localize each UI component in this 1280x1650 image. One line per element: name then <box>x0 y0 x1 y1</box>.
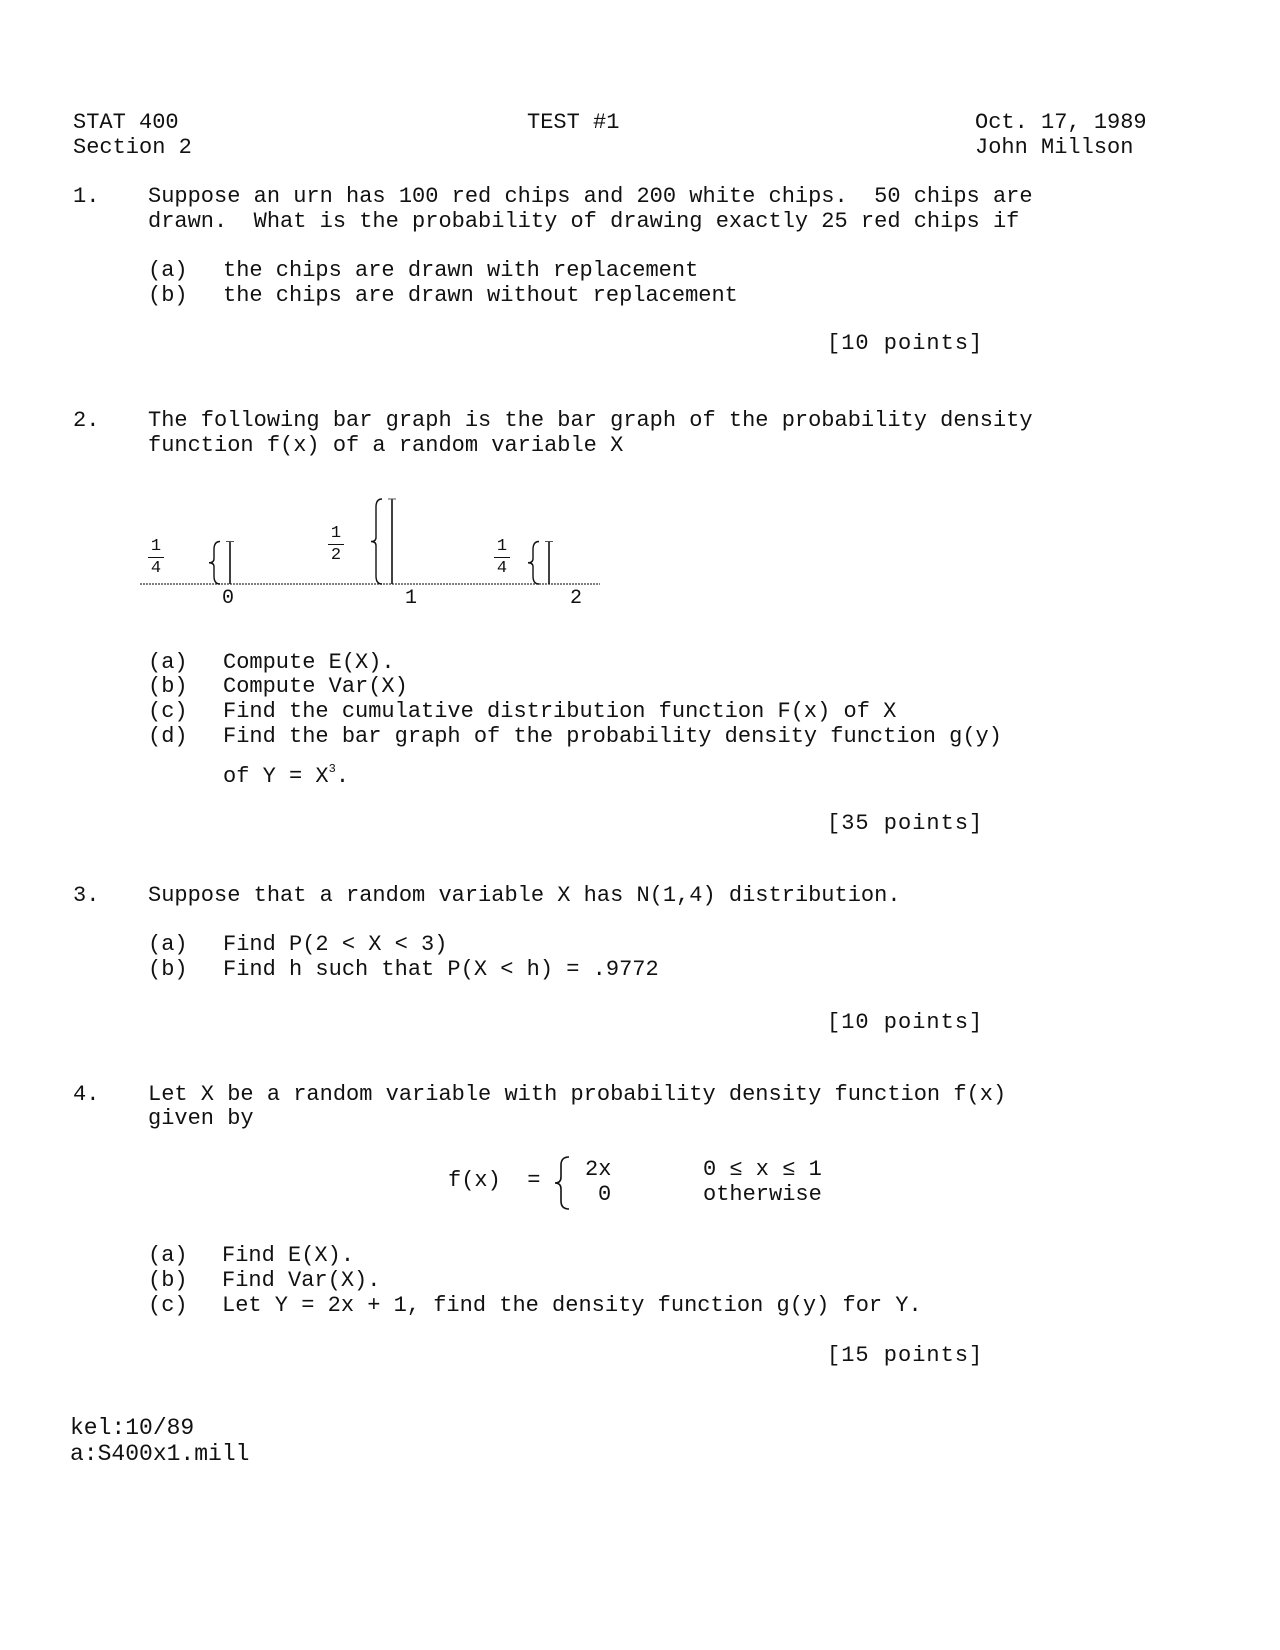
footer-line: a:S400x1.mill <box>70 1441 250 1467</box>
question-text-line: given by <box>148 1106 254 1131</box>
footer-line: kel:10/89 <box>70 1415 195 1441</box>
part-text: Find the bar graph of the probability density function g(y) <box>223 724 1002 749</box>
piecewise-value: 2x <box>585 1157 612 1182</box>
part-text: the chips are drawn without replacement <box>223 283 738 308</box>
question-text-line: function f(x) of a random variable X <box>148 433 624 458</box>
part-label: (a) <box>148 932 188 957</box>
question-text-line: drawn. What is the probability of drawing exactly 25 red chips if <box>148 209 1020 234</box>
fraction-denominator: 4 <box>150 559 162 578</box>
bar-height-brace-0 <box>209 542 220 585</box>
part-label: (b) <box>148 957 188 982</box>
exponent: 3 <box>328 762 336 776</box>
part-label: (d) <box>148 724 188 749</box>
question-number: 2. <box>73 408 100 433</box>
part-label: (b) <box>148 674 188 699</box>
instructor-name: John Millson <box>975 135 1134 160</box>
part-text: Find P(2 < X < 3) <box>223 932 448 957</box>
piecewise-value: 0 <box>598 1182 612 1207</box>
part-label: (a) <box>148 258 188 283</box>
bar-height-brace-2 <box>528 542 539 585</box>
part-label: (a) <box>148 1243 188 1268</box>
part-text: Find the cumulative distribution function F(x) of X <box>223 699 897 724</box>
part-label: (a) <box>148 650 188 675</box>
fraction-denominator: 2 <box>330 546 342 565</box>
x-tick-label-2: 2 <box>570 587 583 610</box>
test-title: TEST #1 <box>527 110 620 135</box>
question-number: 4. <box>73 1082 100 1107</box>
points-label: [15 points] <box>827 1343 984 1368</box>
question-text-line: Suppose that a random variable X has N(1,4) distribution. <box>148 883 901 908</box>
fraction-numerator: 1 <box>330 524 342 543</box>
question-text-line: Let X be a random variable with probability density function f(x) <box>148 1082 1007 1107</box>
test-date: Oct. 17, 1989 <box>975 110 1147 135</box>
bar-height-brace-1 <box>371 499 382 584</box>
part-text: of Y = X <box>223 764 329 789</box>
fraction-numerator: 1 <box>496 537 508 556</box>
points-label: [10 points] <box>827 331 984 356</box>
part-text: Compute Var(X) <box>223 674 408 699</box>
x-tick-label-0: 0 <box>222 587 235 610</box>
piecewise-condition: otherwise <box>703 1182 822 1207</box>
part-text: the chips are drawn with replacement <box>223 258 699 283</box>
left-brace-icon <box>553 1155 573 1211</box>
pdf-bar-graph <box>132 480 612 620</box>
part-text-continuation <box>223 763 349 788</box>
part-text: Find Var(X). <box>222 1268 381 1293</box>
piecewise-condition: 0 ≤ x ≤ 1 <box>703 1157 822 1182</box>
bar-value-label-1 <box>328 525 344 564</box>
question-number: 3. <box>73 883 100 908</box>
fraction-numerator: 1 <box>150 537 162 556</box>
part-label: (b) <box>148 1268 188 1293</box>
points-label: [35 points] <box>827 811 984 836</box>
points-label: [10 points] <box>827 1010 984 1035</box>
part-text: Find E(X). <box>222 1243 355 1268</box>
course-code: STAT 400 <box>73 110 179 135</box>
part-text: Compute E(X). <box>223 650 395 675</box>
section-label: Section 2 <box>73 135 192 160</box>
part-label: (c) <box>148 1293 188 1318</box>
part-label: (b) <box>148 283 188 308</box>
question-number: 1. <box>73 184 100 209</box>
bar-value-label-2 <box>494 538 510 577</box>
part-label: (c) <box>148 699 188 724</box>
bar-value-label-0 <box>148 538 164 577</box>
piecewise-lhs: f(x) = <box>448 1168 541 1193</box>
question-text-line: Suppose an urn has 100 red chips and 200 white chips. 50 chips are <box>148 184 1033 209</box>
fraction-denominator: 4 <box>496 559 508 578</box>
x-tick-label-1: 1 <box>405 587 418 610</box>
part-text: Let Y = 2x + 1, find the density function g(y) for Y. <box>222 1293 922 1318</box>
part-text: Find h such that P(X < h) = .9772 <box>223 957 659 982</box>
question-text-line: The following bar graph is the bar graph of the probability density <box>148 408 1033 433</box>
period: . <box>335 764 350 789</box>
